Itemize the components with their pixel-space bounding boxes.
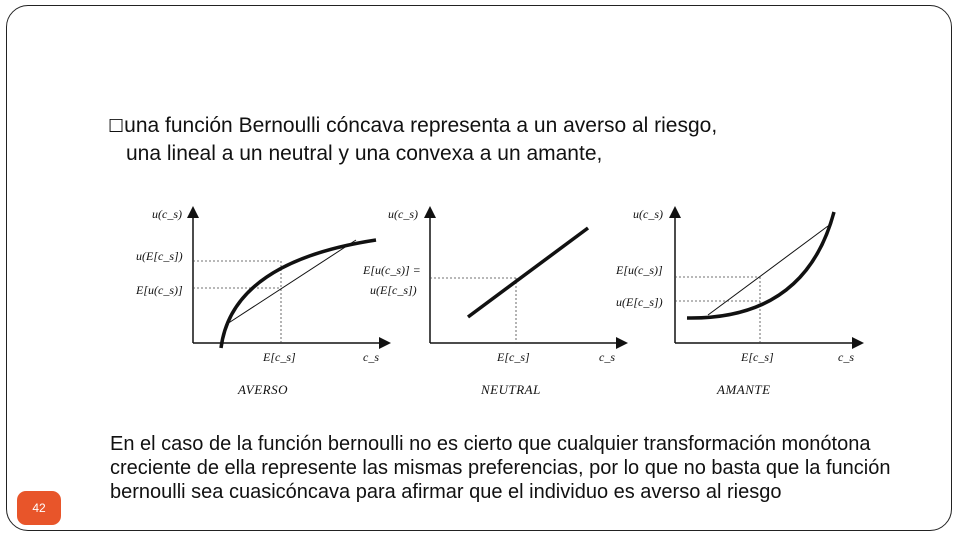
y-tick-lower: u(E[c_s]) (616, 295, 663, 309)
y-tick-upper: E[u(c_s)] (616, 263, 663, 277)
y-tick-upper: E[u(c_s)] = (363, 263, 421, 277)
x-axis-label: c_s (363, 350, 379, 364)
bullet-icon: ☐ (108, 116, 125, 137)
bullet-line-2: una lineal a un neutral y una convexa a un amante, (126, 142, 603, 165)
panel-caption: AMANTE (717, 382, 771, 397)
y-axis-label: u(c_s) (152, 207, 182, 221)
convex-curve (687, 212, 834, 318)
chord-line (227, 240, 356, 324)
x-tick-label: E[c_s] (741, 350, 774, 364)
y-axis-label: u(c_s) (388, 207, 418, 221)
panel-averso (135, 207, 385, 397)
body-paragraph: En el caso de la función bernoulli no es cierto que cualquier transformación monótona creciente de ella represente las mismas preferencias, por lo que no basta que la función bernoulli sea cuasicóncava para afirmar que el individuo es averso al riesgo (110, 433, 891, 503)
panel-caption: AVERSO (238, 382, 289, 397)
x-tick-label: E[c_s] (497, 350, 530, 364)
y-tick-lower: E[u(c_s)] (136, 283, 183, 297)
y-tick-upper: u(E[c_s]) (136, 249, 183, 263)
concave-curve (221, 240, 376, 348)
bullet-line-1: una función Bernoulli cóncava representa a un averso al riesgo, (124, 114, 718, 137)
panel-neutral (362, 207, 622, 397)
x-axis-label: c_s (838, 350, 854, 364)
panel-caption: NEUTRAL (481, 382, 541, 397)
panel-amante (615, 207, 858, 397)
linear-function (468, 228, 588, 317)
x-axis-label: c_s (599, 350, 615, 364)
y-axis-label: u(c_s) (633, 207, 663, 221)
page-number-badge: 42 (17, 491, 61, 525)
x-tick-label: E[c_s] (263, 350, 296, 364)
y-tick-lower: u(E[c_s]) (370, 283, 417, 297)
